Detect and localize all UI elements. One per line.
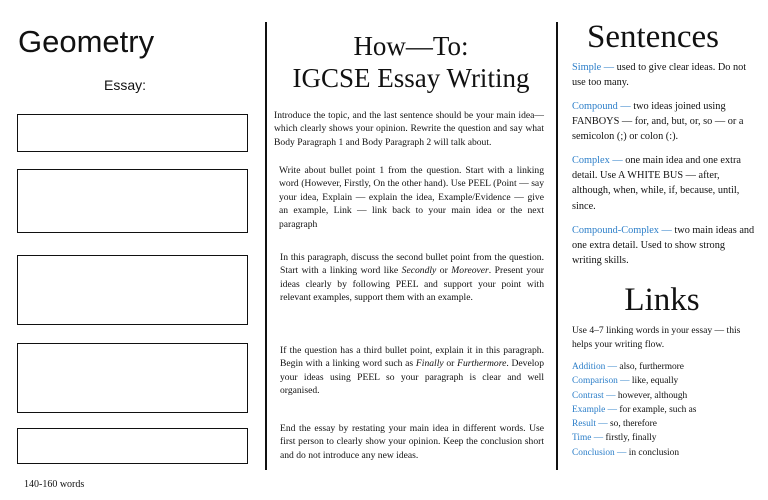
sentence-type-simple: Simple — used to give clear ideas. Do not use too many.: [572, 62, 747, 89]
link-example: Example — for example, such as: [572, 404, 697, 415]
essay-box-body-1[interactable]: [17, 169, 248, 233]
link-contrast: Contrast — however, although: [572, 390, 688, 401]
guide-title-line1: How—To:: [353, 31, 469, 61]
link-comparison: Comparison — like, equally: [572, 376, 679, 387]
essay-box-introduction[interactable]: [17, 114, 248, 152]
link-result: Result — so, therefore: [572, 419, 657, 430]
sentences-heading: Sentences: [587, 19, 719, 55]
link-conclusion: Conclusion — in conclusion: [572, 447, 680, 458]
guide-body-2: In this paragraph, discuss the second bullet point from the question. Start with a linking word like Secondly or Moreover. Present your ideas clearly by following PEEL and support your point with relevant examples, support them with an example.: [280, 252, 544, 304]
guide-title-line2: IGCSE Essay Writing: [292, 63, 530, 93]
page-title: Geometry: [18, 24, 155, 59]
sentence-type-compound-complex: Compound-Complex — two main ideas and one extra detail. Used to show strong writing skills.: [572, 225, 755, 267]
guide-body-1: Write about bullet point 1 from the question. Start with a linking word (However, Firstly, On the other hand). Use PEEL (Point — say your idea, Explain — explain the idea, Example/Evidence — give an example, Link — link back to your main idea or the next paragraph: [279, 165, 544, 230]
links-intro: Use 4–7 linking words in your essay — this helps your writing flow.: [572, 325, 741, 350]
essay-box-body-3[interactable]: [17, 343, 248, 413]
link-time: Time — firstly, finally: [572, 433, 657, 444]
guide-body-3: If the question has a third bullet point, explain it in this paragraph. Begin with a linking word such as Finally or Furthermore. Develop your ideas using PEEL so your paragraph is clear and well organised.: [280, 345, 544, 397]
sentence-type-compound: Compound — two ideas joined using FANBOYS — for, and, but, or, so — or a semicolon (;) or colon (:).: [572, 101, 744, 143]
column-divider-left: [265, 22, 267, 470]
links-heading: Links: [624, 282, 700, 318]
guide-introduction: Introduce the topic, and the last sentence should be your main idea—which clearly shows your opinion. Rewrite the question and say what Body Paragraph 1 and Body Paragraph 2 will talk about.: [274, 110, 544, 148]
sentence-type-complex: Complex — one main idea and one extra detail. Use A WHITE BUS — after, although, when, while, if, because, until, since.: [572, 155, 741, 212]
essay-box-conclusion[interactable]: [17, 428, 248, 464]
essay-label: Essay:: [104, 77, 147, 93]
link-addition: Addition — also, furthermore: [572, 362, 684, 372]
essay-box-body-2[interactable]: [17, 255, 248, 325]
guide-conclusion: End the essay by restating your main idea in different words. Use first person to clearly show your opinion. Keep the conclusion short and do not introduce any new ideas.: [280, 423, 544, 461]
column-divider-right: [556, 22, 558, 470]
word-count: 140-160 words: [24, 479, 85, 490]
links-list: [572, 360, 762, 460]
